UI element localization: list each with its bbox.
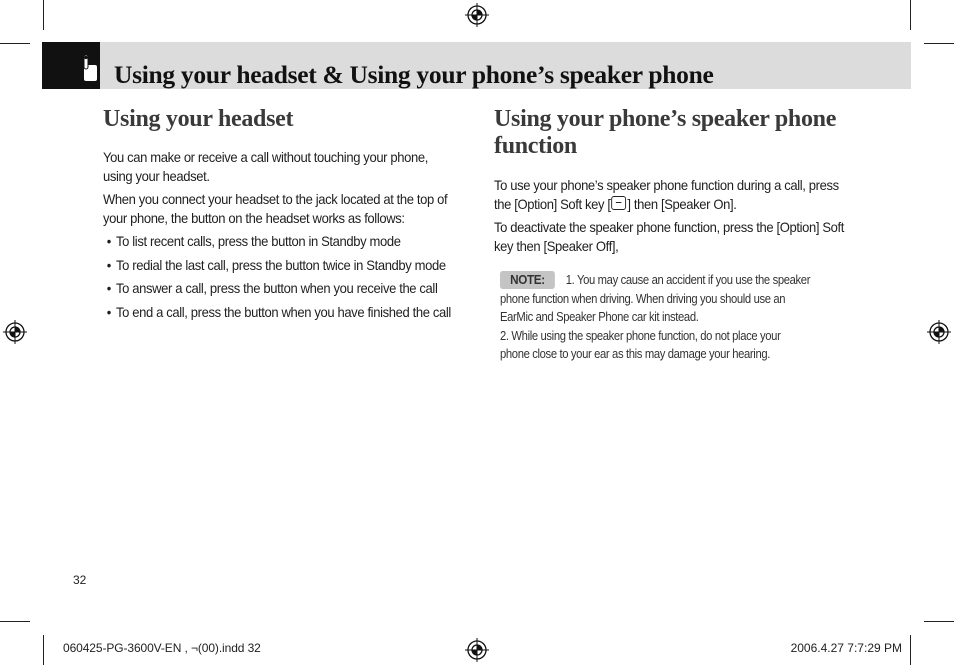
crop-mark <box>910 635 911 665</box>
headset-section <box>103 106 461 321</box>
note-text: EarMic and Speaker Phone car kit instead. <box>500 310 699 324</box>
phone-hand-icon <box>76 54 98 82</box>
note-text: phone close to your ear as this may damage your hearing. <box>500 347 771 361</box>
crop-mark <box>910 0 911 30</box>
speaker-section <box>494 106 859 255</box>
page-number: 32 <box>73 573 87 587</box>
bullet-icon: • <box>106 256 111 273</box>
footer-filename: 060425-PG-3600V-EN , ¬(00).indd 32 <box>63 641 261 655</box>
crop-mark <box>924 621 954 622</box>
registration-mark-icon <box>3 320 27 344</box>
bullet-icon: • <box>106 280 111 296</box>
registration-mark-icon <box>465 3 489 27</box>
soft-key-icon <box>612 196 627 210</box>
page-title: Using your headset & Using your phone’s speaker phone <box>114 60 714 89</box>
note-box <box>500 271 865 364</box>
note-badge: NOTE: <box>500 271 555 289</box>
headset-bullet-list <box>103 232 461 321</box>
crop-mark <box>0 621 30 622</box>
crop-mark <box>43 0 44 30</box>
speaker-paragraph-on-text-b: ] then [Speaker On]. <box>627 195 737 212</box>
list-item <box>103 303 460 322</box>
list-item <box>103 256 460 275</box>
speaker-paragraph-on <box>494 176 859 213</box>
crop-mark <box>0 43 30 44</box>
registration-mark-icon <box>465 638 489 662</box>
list-item-text: To answer a call, press the button when you receive the call <box>116 280 438 296</box>
registration-mark-icon <box>927 320 951 344</box>
bullet-icon: • <box>106 303 111 320</box>
note-text: phone function when driving. When driving you should use an <box>500 291 786 306</box>
list-item-text: To redial the last call, press the button twice in Standby mode <box>116 256 446 273</box>
speaker-paragraph-off: To deactivate the speaker phone function, press the [Option] Soft key then [Speaker Off], <box>494 219 845 254</box>
list-item <box>103 279 460 298</box>
headset-intro: You can make or receive a call without touching your phone, using your headset. <box>103 149 428 184</box>
footer-timestamp: 2006.4.27 7:7:29 PM <box>790 641 902 655</box>
headset-paragraph: When you connect your headset to the jack located at the top of your phone, the button on the headset works as follows: <box>103 191 448 226</box>
note-text: 1. You may cause an accident if you use the speaker <box>565 273 811 287</box>
headset-section-title: Using your headset <box>103 106 294 132</box>
list-item-text: To end a call, press the button when you have finished the call <box>116 303 451 320</box>
bullet-icon: • <box>106 233 111 249</box>
speaker-paragraph-on-text-a: To use your phone’s speaker phone function during a call, press the [Option] Soft key [ <box>494 177 839 212</box>
crop-mark <box>43 635 44 665</box>
list-item <box>103 232 460 251</box>
header-icon-box <box>42 42 100 89</box>
speaker-section-title: Using your phone’s speaker phone function <box>494 106 837 159</box>
note-line <box>500 271 860 290</box>
list-item-text: To list recent calls, press the button in Standby mode <box>116 233 401 249</box>
crop-mark <box>924 43 954 44</box>
note-text: 2. While using the speaker phone function, do not place your <box>500 328 781 343</box>
